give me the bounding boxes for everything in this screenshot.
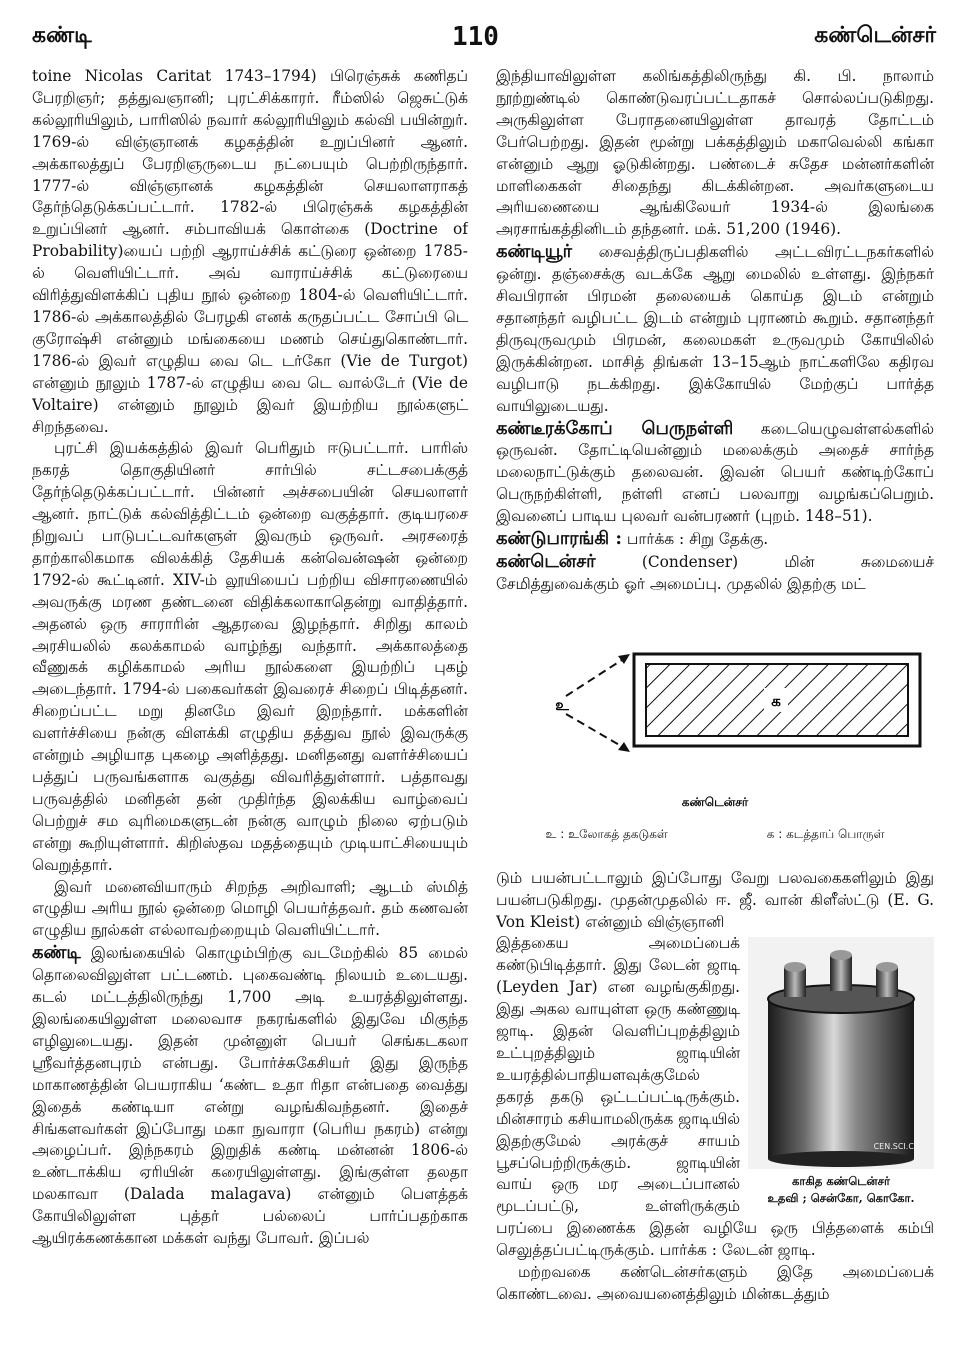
metal-plate-label: உ: [555, 695, 569, 714]
paper-condenser-photo: [748, 937, 934, 1209]
arrowhead-top: [618, 654, 630, 664]
condenser-diagram: [496, 600, 934, 862]
leyden-jar-paragraph: இத்தகைய அமைப்பைக் கண்டுபிடித்தார். இது லேடன் ஜாடி (Leyden Jar) என வழங்குகிறது. இது அகல வாயுள்ள ஒரு கண்ணுடி ஜாடி. இதன் வெளிப்புறத்திலும் உட்புறத்திலும் ஜாடியின் உயரத்தில்பாதியளவுக்குமேல் தகரத் தகடு ஒட்டப்பட்டிருக்கும். மின்சாரம் கசியாமலிருக்க ஜாடியில் இதற்குமேல் அரக்குச் சாயம் பூசப்பெற்றிருக்கும். ஜாடியின் வாய் ஒரு மர அடைப்பானல் மூடப்பட்டு, உள்ளிருக்கும் பரப்பை இணைக்க இதன் வழியே ஒரு பித்தளைக் கம்பி செலுத்தப்பட்டிருக்கும். பார்க்க : லேடன் ஜாடி.: [496, 934, 934, 1260]
pointer-line-bottom: [566, 714, 628, 750]
photo-credit: உதவி ; சென்கோ, கொகோ.: [767, 1191, 915, 1206]
entry-kandiyur: [496, 241, 934, 417]
entry-kandubarangi: [496, 528, 934, 551]
entry-condenser-text: (Condenser) மின் சுமையைச் சேமித்துவைக்கும் ஓர் அமைப்பு. முதலில் இதற்கு மட்: [496, 552, 934, 593]
pointer-line-top: [566, 656, 628, 696]
kandy-continuation: இந்தியாவிலுள்ள கலிங்கத்திலிருந்து கி. பி. நாலாம் நூற்றுண்டில் கொண்டுவரப்பட்டதாகச் சொல்லப்படுகிறது. அருகிலுள்ள பேராதனையிலுள்ள தாவரத் தோட்டம் பேர்பெற்றது. இதன் மூன்று பக்கத்திலும் மகாவெல்லி கங்கா என்னும் ஆறு ஓடுகின்றது. பண்டைச் சுதேச மன்னர்களின் மாளிகைகள் சிதைந்து கிடக்கின்றன. அவர்களுடைய அரியணையை ஆங்கிலேயர் 1934-ல் இலங்கை அரசாங்கத்தினிடம் தந்தனர். மக். 51,200 (1946).: [496, 67, 934, 239]
right-column: [496, 66, 934, 1356]
condorcet-paragraph-1: toine Nicolas Caritat 1743–1794) பிரெஞ்சுக் கணிதப் பேரறிஞர்; தத்துவஞானி; புரட்சிக்காரர். ரீம்ஸில் ஜெசுட்டுக் கல்லூரியிலும், பாரிஸில் நவார் கல்லூரியிலும் கல்வி பயின்றுர். 1769-ல் விஞ்ஞானக் கழகத்தின் உறுப்பினர் ஆனர். அக்காலத்துப் பேரறிஞருடைய நட்பையும் பெற்றிருந்தார். 1777-ல் விஞ்ஞானக் கழகத்தின் செயலாளராகத் தேர்ந்தெடுக்கப்பட்டார். 1782-ல் பிரெஞ்சுக் கழகத்தின் உறுப்பினர் ஆனர். சம்பாவியக் கொள்கை (Doctrine of Probability)யைப் பற்றி ஆராய்ச்சிக் கட்டுரை ஒன்றை 1785-ல் வெளியிட்டார். அவ் வாராய்ச்சிக் கட்டுரையை விரித்துவிளக்கிப் புதிய நூல் ஒன்றை 1804-ல் வெளியிட்டார். 1786-ல் அக்காலத்தில் பேரழகி எனக் கருதப்பட்ட சோப்பி டெ குரோஷ்சி என்னும் மங்கையை மணம் செய்துகொண்டார். 1786-ல் இவர் எழுதிய வை டெ டர்கோ (Vie de Turgot) என்னும் நூலும் 1787-ல் எழுதிய வை டெ வால்டேர் (Vie de Voltaire) என்னும் நூலும் இவர் இயற்றிய நூல்களுட் சிறந்தவை.: [32, 67, 468, 436]
terminal-center-top: [830, 950, 852, 960]
entry-kandirakkop-text: கடையெழுவள்ளல்களில் ஒருவன். தோட்டியென்னும் மலைக்கும் அதைச் சார்ந்த மலைநாட்டுக்கும் தலைவன். இவன் பெயர் கண்டிற்கோப் பெருநற்கிள்ளி, நள்ளி எனப் பலவாறு வழங்கப்பெறும். இவனைப் பாடிய புலவர் வன்பரணர் (புறம். 148–51).: [496, 419, 934, 526]
condenser-can-body: [768, 999, 914, 1159]
entry-kandiyur-text: சைவத்திருப்பதிகளில் அட்டவிரட்டநகர்களில் ஒன்று. தஞ்சைக்கு வடக்கே ஆறு மைலில் உள்ளது. இந்நகர் சிவபிரான் பிரமன் தலையைக் கொய்த இடம் என்றும் சதானந்தர் வழிபட்ட இடம் என்றும் புராணம் கூறும். சதானந்தர் திருவுருவமும் பிரமன், கலைமகள் உருவமும் கோயிலில் இருக்கின்றன. மாசித் திங்கள் 13–15ஆம் நாட்களிலே கதிரவ வழிபாடு நடக்கிறது. இக்கோயில் மேற்குப் பார்த்த வாயிலுடையது.: [496, 243, 934, 415]
entry-condenser-headword: கண்டென்சர்: [496, 550, 596, 572]
figure-legend: [496, 824, 934, 846]
condenser-can-base: [768, 1151, 914, 1167]
figure-caption: கண்டென்சர்: [681, 794, 749, 809]
entry-kandy-headword: கண்டி: [32, 942, 81, 964]
terminal-left-top: [784, 962, 806, 972]
entry-kandirakkop-headword: கண்டீரக்கோப் பெருநள்ளி: [496, 417, 734, 439]
entry-kandirakkop: [496, 418, 934, 529]
photo-caption-block: [748, 1173, 934, 1207]
leyden-section: [496, 933, 934, 1262]
condenser-diagram-drawing: [496, 600, 934, 790]
entry-kandy-text: இலங்கையில் கொழும்பிற்கு வடமேற்கில் 85 மைல் தொலைவிலுள்ள பட்டணம். புகைவண்டி நிலயம் உடையது. கடல் மட்டத்திலிருந்து 1,700 அடி உயரத்திலுள்ளது. இலங்கையிலுள்ள மலைவாச நகரங்களில் இதுவே மிகுந்த எழிலுடையது. இதன் முன்னுள் பெயர் செங்கடகலா ஸ்ரீவர்த்தனபுரம் என்பது. போர்ச்சுகேசியர் இது இருந்த மாகாணத்தின் பெயராகிய ‘கண்ட உதா ரிதா என்பதை வைத்து இதைக் கண்டியா என்று வழங்கிவந்தனர். இதைச் சிங்களவர்கள் இப்போது மகா நுவாரா (பெரிய நகரம்) என்று அழைப்பர். இந்நகரம் இறுதிக் கண்டி மன்னன் 1806-ல் உண்டாக்கிய ஏரியின் கரையிலுள்ளது. இங்குள்ள தலதா மலகாவா (Dalada malagava) என்னும் பௌத்தக் கோயிலிலுள்ள புத்தர் பல்லைப் பார்ப்பதற்காக ஆயிரக்கணக்கான மக்கள் வந்து போவர். இப்பல்: [32, 944, 468, 1248]
left-column: [32, 66, 468, 1356]
condorcet-paragraph-2: புரட்சி இயக்கத்தில் இவர் பெரிதும் ஈடுபட்டார். பாரிஸ் நகரத் தொகுதியினர் சார்பில் சட்டசபைக்குத் தேர்ந்தெடுக்கப்பட்டார். பின்னர் அச்சபையின் செயலாளர் ஆனர். நாட்டுக் கல்வித்திட்டம் ஒன்றை வகுத்தார். குடியரசை நிறுவப் பாடுபட்டவர்களுள் இவரும் ஒருவர். அரசரைத் தாற்காலிகமாக விலக்கித் தேசியக் கன்வென்ஷன் ஒன்றை 1792-ல் கூட்டினர். XIV-ம் லூயியைப் பற்றிய விசாரணையில் அவருக்கு மரண தண்டனை விதிக்கலாகாதென்று வாதித்தார். அதனல் ஒரு சாராரின் ஆதரவை இழந்தார். சிறிது காலம் அரசியலில் கலக்காமல் வாழ்ந்து வந்தார். அக்காலத்தை வீணுகக் கழிக்காமல் அரிய நூல்களை இயற்றிப் புகழ் அடைந்தார். 1794-ல் பகைவர்கள் இவரைச் சிறைப் பிடித்தனர். சிறைப்பட்ட மறு தினமே இவர் இறந்தார். மக்களின் வளர்ச்சியை நன்கு விளக்கி எழுதிய தத்துவ நூல் இவருக்கு என்றும் அழியாத புகழை அளித்தது. மனிதனது வளர்ச்சியைப் பத்துப் பருவங்களாக வகுத்து விவரித்துள்ளார். பத்தாவது பருவத்தில் மனிதன் தன் முதிர்ந்த இலக்கிய வாழ்வைப் பெற்றுச் சம வுரிமைகளுடன் நன்கு வாழும் நிலை ஏற்படும் என்று கூறியுள்ளார். கிறிஸ்தவ மதத்தையும் முடியாட்சியையும் வெறுத்தார்.: [32, 439, 468, 874]
arrowhead-bottom: [618, 742, 630, 752]
condorcet-paragraph-3: இவர் மனைவியாரும் சிறந்த அறிவாளி; ஆடம் ஸ்மித் எழுதிய அரிய நூல் ஒன்றை மொழி பெயர்த்தவர். தம் கணவன் எழுதிய நூல்கள் எல்லாவற்றையும் வெளியிட்டார்.: [32, 877, 468, 940]
entry-condenser: [496, 551, 934, 596]
photo-maker-label: CEN.SCI.CO.: [873, 1142, 923, 1152]
condenser-paragraph-4: மற்றவகை கண்டென்சர்களும் இதே அமைப்பைக் கொண்டவை. அவையனைத்திலும் மின்கடத்தும்: [496, 1263, 934, 1303]
terminal-center-icon: [830, 955, 852, 991]
running-head-right: கண்டென்சர்: [814, 22, 936, 48]
page-number: 110: [452, 22, 499, 52]
dielectric-label: க: [771, 691, 781, 710]
condenser-paragraph-2: டும் பயன்பட்டாலும் இப்போது வேறு பலவகைகளிலும் இது பயன்படுகிறது. முதன்முதலில் ஈ. ஜீ. வான் கிளீஸ்ட்டு (E. G. Von Kleist) என்னும் விஞ்ஞானி: [496, 868, 934, 931]
terminal-right-top: [876, 962, 898, 972]
photo-caption: காகித கண்டென்சர்: [792, 1174, 890, 1189]
entry-kandy: [32, 942, 468, 1250]
entry-kandubarangi-headword: கண்டுபாரங்கி :: [496, 528, 623, 550]
paper-condenser-image: [748, 937, 934, 1169]
legend-metal-plates: உ : உலோகத் தகடுகள்: [545, 826, 668, 841]
entry-kandubarangi-text: பார்க்க : சிறு தேக்கு.: [622, 530, 769, 549]
legend-dielectric: க : கடத்தாப் பொருள்: [766, 826, 885, 841]
running-head-left: கண்டி: [32, 22, 92, 48]
entry-kandiyur-headword: கண்டியூர்: [496, 241, 572, 263]
